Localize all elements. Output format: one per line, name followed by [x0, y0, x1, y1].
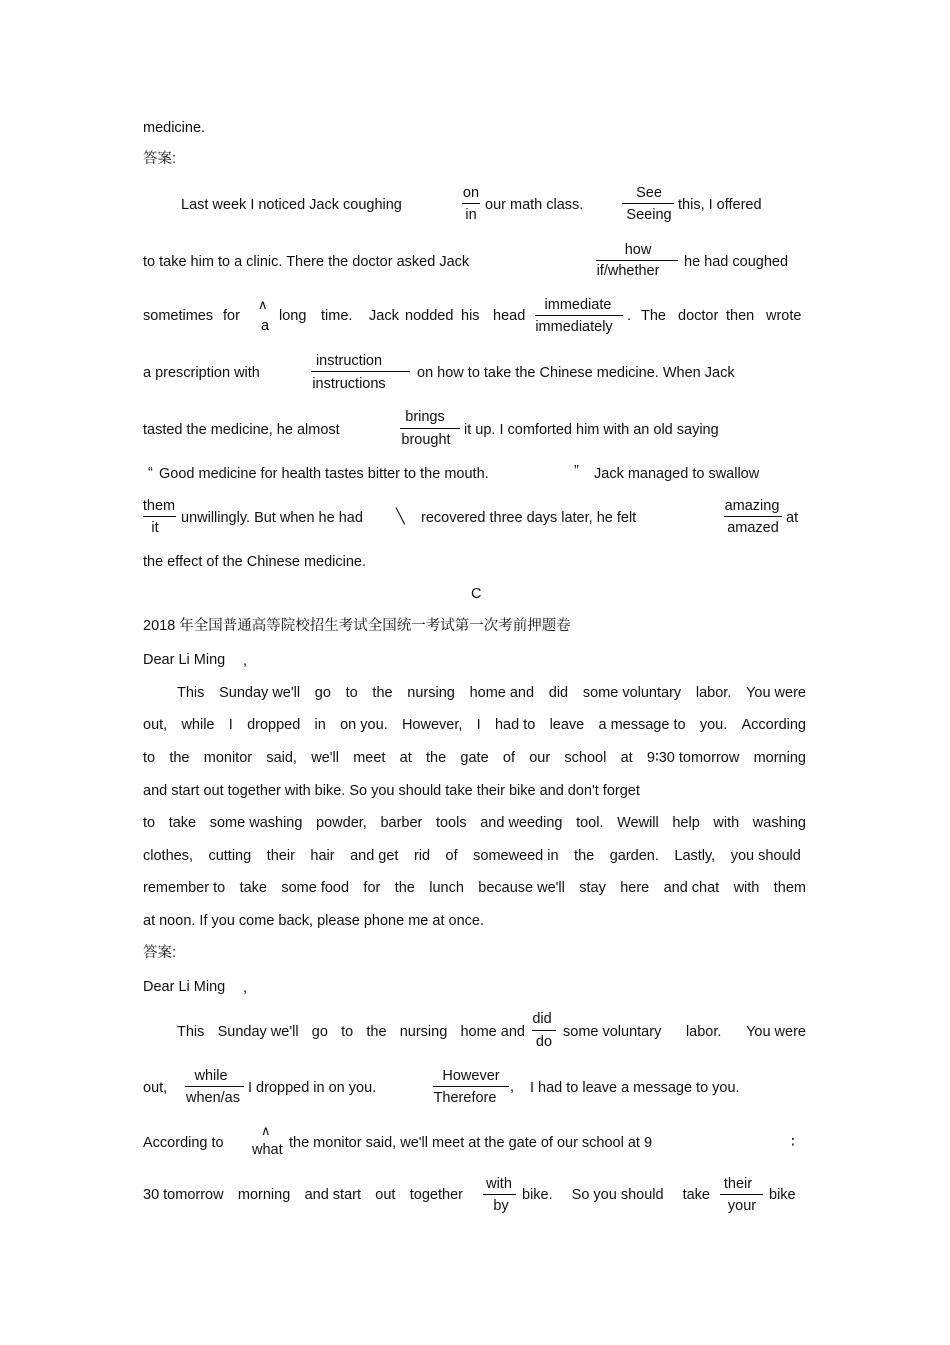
paragraph-line: 30 tomorrow morning and start out together — [143, 1187, 463, 1203]
word: . — [627, 308, 632, 324]
word: sometimes — [143, 308, 214, 324]
paragraph-line: and start out together with bike. So you should take their bike and don't forget — [143, 783, 640, 799]
paragraph-line: bike. So you should take — [522, 1187, 710, 1203]
greeting: Dear Li Ming — [143, 652, 226, 668]
correction-bottom: Therefore — [433, 1090, 497, 1106]
fraction-rule — [720, 1194, 763, 1195]
correction-bottom: instructions — [312, 376, 386, 392]
text-line: medicine. — [143, 120, 206, 136]
text-line: According to — [143, 1135, 224, 1151]
fraction-rule — [433, 1086, 509, 1087]
text-line: our math class. — [485, 197, 584, 213]
correction-top: while — [194, 1068, 228, 1084]
correction-top: amazing — [724, 498, 780, 514]
correction-bottom: when/as — [185, 1090, 240, 1106]
paragraph-line: This Sunday we'll go to the nursing home and — [177, 1024, 525, 1040]
correction-bottom: if/whether — [596, 263, 660, 279]
correction-top: with — [486, 1176, 512, 1192]
word: then — [726, 308, 755, 324]
greeting-comma: , — [243, 653, 248, 669]
inserted-word: what — [252, 1142, 283, 1158]
text-line: I dropped in on you. — [248, 1080, 377, 1096]
fraction-rule — [724, 516, 782, 517]
fraction-rule — [311, 371, 410, 372]
quote-open: “ — [148, 465, 153, 481]
fraction-rule — [483, 1194, 516, 1195]
paragraph-line: some voluntary labor. You were — [563, 1024, 806, 1040]
fraction-rule — [462, 203, 480, 204]
paragraph-line: clothes, cutting their hair and get rid of someweed in the garden. Lastly, you should — [143, 848, 801, 864]
exam-title: 2018 年全国普通高等院校招生考试全国统一考试第一次考前押题卷 — [143, 618, 571, 634]
text-line: bike — [769, 1187, 796, 1203]
correction-top: See — [636, 185, 662, 201]
correction-top: their — [723, 1176, 753, 1192]
fraction-rule — [596, 260, 678, 261]
word: doctor — [678, 308, 719, 324]
text-line: to take him to a clinic. There the doctor asked Jack — [143, 254, 470, 270]
insert-caret: ∧ — [258, 297, 268, 312]
correction-bottom: amazed — [727, 520, 779, 536]
text-line: a prescription with — [143, 365, 260, 381]
correction-top: how — [624, 242, 652, 258]
paragraph-line: to the monitor said, we'll meet at the gate of our school at 9∶30 tomorrow morning — [143, 750, 806, 766]
section-letter: C — [471, 586, 482, 602]
word: The — [641, 308, 666, 324]
correction-top: on — [462, 185, 480, 201]
fraction-rule — [622, 203, 674, 204]
text-line: he had coughed — [684, 254, 789, 270]
word: head — [493, 308, 526, 324]
word: wrote — [766, 308, 802, 324]
greeting-comma: , — [243, 980, 248, 996]
text-line: the monitor said, we'll meet at the gate of our school at 9 — [289, 1135, 653, 1151]
correction-bottom: immediately — [535, 319, 613, 335]
paragraph-line: out, while I dropped in on you. However, I had to leave a message to you. According — [143, 717, 806, 733]
text-line: at — [786, 510, 799, 526]
text-line: tasted the medicine, he almost — [143, 422, 340, 438]
fraction-rule — [535, 315, 623, 316]
correction-bottom: do — [535, 1034, 553, 1050]
text-line: Good medicine for health tastes bitter to the mouth. — [159, 466, 489, 482]
fraction-rule — [185, 1086, 244, 1087]
text-line: recovered three days later, he felt — [421, 510, 637, 526]
correction-bottom: Seeing — [626, 207, 672, 223]
paragraph-line: remember to take some food for the lunch because we'll stay here and chat with them — [143, 880, 806, 896]
word: long — [279, 308, 307, 324]
insert-caret: ∧ — [261, 1123, 271, 1138]
quote-close: ” — [574, 463, 579, 479]
correction-bottom: by — [493, 1198, 509, 1214]
text-line: unwillingly. But when he had — [181, 510, 363, 526]
correction-bottom: brought — [401, 432, 451, 448]
text-line: Jack managed to swallow — [594, 466, 760, 482]
correction-top: did — [532, 1011, 552, 1027]
word: Jack — [369, 308, 399, 324]
correction-bottom: your — [727, 1198, 757, 1214]
text-line: this, I offered — [678, 197, 762, 213]
word: for — [223, 308, 240, 324]
answer-label: 答案: — [143, 151, 177, 167]
correction-top: However — [442, 1068, 500, 1084]
correction-top: brings — [405, 409, 445, 425]
word: his — [461, 308, 480, 324]
correction-top: immediate — [544, 297, 612, 313]
correction-top: instruction — [315, 353, 383, 369]
word: nodded — [405, 308, 454, 324]
answer-label: 答案: — [143, 945, 177, 961]
fraction-rule — [532, 1030, 556, 1031]
text-line: on how to take the Chinese medicine. When Jack — [417, 365, 735, 381]
text-line: the effect of the Chinese medicine. — [143, 554, 367, 570]
text-line: ∶ — [791, 1135, 795, 1151]
text-line: , — [510, 1079, 515, 1095]
greeting: Dear Li Ming — [143, 979, 226, 995]
paragraph-line: at noon. If you come back, please phone me at once. — [143, 913, 484, 929]
word: time. — [321, 308, 353, 324]
paragraph-line: to take some washing powder, barber tools and weeding tool. Wewill help with washing — [143, 815, 806, 831]
fraction-rule — [143, 516, 176, 517]
text-line: out, — [143, 1080, 168, 1096]
text-line: Last week I noticed Jack coughing — [181, 197, 402, 213]
delete-mark: ╲ — [396, 509, 405, 525]
inserted-word: a — [261, 318, 270, 334]
text-line: it up. I comforted him with an old saying — [464, 422, 719, 438]
correction-top: them — [142, 498, 176, 514]
correction-bottom: in — [465, 207, 477, 223]
fraction-rule — [400, 428, 460, 429]
correction-bottom: it — [151, 520, 159, 536]
paragraph-line: This Sunday we'll go to the nursing home and did some voluntary labor. You were — [177, 685, 806, 701]
text-line: I had to leave a message to you. — [530, 1080, 740, 1096]
